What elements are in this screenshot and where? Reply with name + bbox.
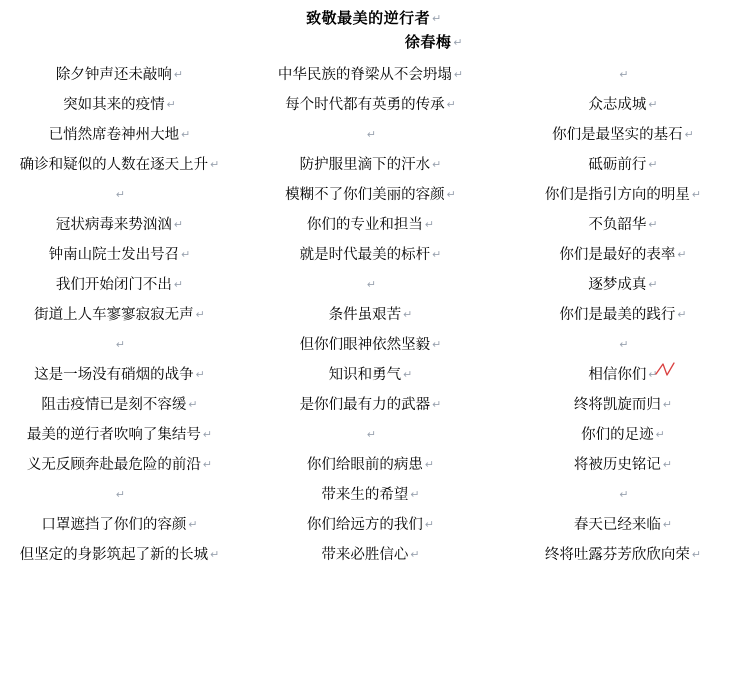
paragraph-mark-icon: ↵ <box>115 489 126 501</box>
poem-line <box>494 180 748 210</box>
poem-line-text: 这是一场没有硝烟的战争 <box>34 367 194 383</box>
poem-line-text: 但你们眼神依然坚毅 <box>299 337 431 353</box>
poem-line <box>0 240 247 270</box>
poem-line-blank <box>494 480 748 510</box>
paragraph-mark-icon: ↵ <box>188 519 198 531</box>
poem-line <box>247 360 494 390</box>
poem-line-blank <box>247 120 494 150</box>
poem-line-text: 我们开始闭门不出 <box>55 277 172 293</box>
poem-line-text: 砥砺前行 <box>588 157 647 173</box>
poem-line-blank <box>247 270 494 300</box>
poem-line-blank <box>494 330 748 360</box>
poem-line <box>494 450 748 480</box>
paragraph-mark-icon: ↵ <box>188 399 198 411</box>
poem-line-text: 你们是指引方向的明星 <box>544 187 690 203</box>
poem-line <box>0 120 247 150</box>
poem-line-text: 不负韶华 <box>588 217 647 233</box>
poem-line-text: 带来生的希望 <box>321 487 409 503</box>
poem-line-text: 确诊和疑似的人数在逐天上升 <box>19 157 209 173</box>
poem-line-text: 阻击疫情已是刻不容缓 <box>41 397 187 413</box>
poem-line <box>494 420 748 450</box>
poem-line-text: 知识和勇气 <box>328 367 402 383</box>
poem-line <box>247 390 494 420</box>
paragraph-mark-icon: ↵ <box>202 429 213 441</box>
paragraph-mark-icon: ↵ <box>366 279 377 291</box>
poem-line-blank <box>0 330 247 360</box>
paragraph-mark-icon: ↵ <box>648 159 658 171</box>
paragraph-mark-icon: ↵ <box>173 279 184 291</box>
poem-line-text: 除夕钟声还未敲响 <box>55 67 172 83</box>
paragraph-mark-icon: ↵ <box>691 549 702 561</box>
paragraph-mark-icon: ↵ <box>403 309 413 321</box>
poem-line-text: 模糊不了你们美丽的容颜 <box>285 187 445 203</box>
author-text: 徐春梅 <box>404 35 452 51</box>
paragraph-mark-icon: ↵ <box>403 369 413 381</box>
paragraph-mark-icon: ↵ <box>677 249 687 261</box>
poem-line <box>247 540 494 570</box>
poem-line <box>0 60 247 90</box>
poem-line <box>494 300 748 330</box>
poem-line <box>494 540 748 570</box>
poem-line-text: 是你们最有力的武器 <box>299 397 431 413</box>
poem-line-text: 终将凯旋而归 <box>573 397 661 413</box>
poem-line-text: 带来必胜信心 <box>321 547 409 563</box>
paragraph-mark-icon: ↵ <box>424 219 435 231</box>
paragraph-mark-icon: ↵ <box>424 519 435 531</box>
paragraph-mark-icon: ↵ <box>648 369 658 381</box>
poem-line-text: 你们是最美的践行 <box>559 307 676 323</box>
paragraph-mark-icon: ↵ <box>115 189 126 201</box>
poem-line <box>0 390 247 420</box>
paragraph-mark-icon: ↵ <box>410 489 420 501</box>
poem-line <box>247 480 494 510</box>
poem-line <box>0 150 247 180</box>
poem-line <box>247 330 494 360</box>
poem-line-text: 你们是最坚实的基石 <box>552 127 683 143</box>
column-right <box>494 60 748 570</box>
paragraph-mark-icon: ↵ <box>655 429 665 441</box>
poem-line <box>494 360 748 390</box>
poem-line-text: 相信你们 <box>588 367 647 383</box>
paragraph-mark-icon: ↵ <box>648 279 658 291</box>
paragraph-mark-icon: ↵ <box>432 159 442 171</box>
poem-line <box>494 510 748 540</box>
poem-line-text: 已悄然席卷神州大地 <box>48 127 180 143</box>
poem-line-text: 但坚定的身影筑起了新的长城 <box>19 547 209 563</box>
paragraph-mark-icon: ↵ <box>166 99 176 111</box>
poem-line-text: 你们给眼前的病患 <box>306 457 423 473</box>
paragraph-mark-icon: ↵ <box>432 399 442 411</box>
poem-line <box>0 360 247 390</box>
poem-line <box>494 120 748 150</box>
paragraph-mark-icon: ↵ <box>677 309 687 321</box>
poem-line-text: 逐梦成真 <box>588 277 647 293</box>
poem-line-text: 防护服里滴下的汗水 <box>299 157 431 173</box>
poem-line <box>247 210 494 240</box>
poem-line <box>247 510 494 540</box>
poem-line <box>247 150 494 180</box>
poem-line-text: 突如其来的疫情 <box>63 97 165 113</box>
paragraph-mark-icon: ↵ <box>366 429 377 441</box>
poem-line-text: 就是时代最美的标杆 <box>299 247 431 263</box>
poem-line <box>247 60 494 90</box>
poem-line <box>247 240 494 270</box>
paragraph-mark-icon: ↵ <box>181 249 191 261</box>
paragraph-mark-icon: ↵ <box>366 129 377 141</box>
poem-line-text: 将被历史铭记 <box>573 457 661 473</box>
poem-line-text: 街道上人车寥寥寂寂无声 <box>34 307 194 323</box>
poem-line <box>494 240 748 270</box>
poem-line-text: 终将吐露芬芳欣欣向荣 <box>544 547 690 563</box>
paragraph-mark-icon: ↵ <box>619 69 629 81</box>
poem-line-text: 你们是最好的表率 <box>559 247 676 263</box>
poem-line-text: 你们的足迹 <box>581 427 654 443</box>
paragraph-mark-icon: ↵ <box>424 459 435 471</box>
poem-line-text: 中华民族的脊梁从不会坍塌 <box>277 67 452 83</box>
poem-line <box>0 300 247 330</box>
paragraph-mark-icon: ↵ <box>410 549 420 561</box>
poem-line-text: 你们给远方的我们 <box>306 517 423 533</box>
column-left <box>0 60 247 570</box>
poem-line-text: 冠状病毒来势汹汹 <box>55 217 172 233</box>
paragraph-mark-icon: ↵ <box>432 249 442 261</box>
poem-line-text: 春天已经来临 <box>573 517 661 533</box>
paragraph-mark-icon: ↵ <box>202 459 213 471</box>
poem-line <box>494 210 748 240</box>
poem-line <box>0 210 247 240</box>
paragraph-mark-icon: ↵ <box>619 339 629 351</box>
poem-line-text: 口罩遮挡了你们的容颜 <box>41 517 187 533</box>
paragraph-mark-icon: ↵ <box>648 99 658 111</box>
paragraph-mark-icon: ↵ <box>662 519 673 531</box>
author-line <box>0 32 748 54</box>
paragraph-mark-icon: ↵ <box>691 189 702 201</box>
paragraph-mark-icon: ↵ <box>195 369 205 381</box>
poem-line-text: 每个时代都有英勇的传承 <box>285 97 445 113</box>
paragraph-mark-icon: ↵ <box>210 549 220 561</box>
paragraph-mark-icon: ↵ <box>446 99 456 111</box>
poem-line-text: 最美的逆行者吹响了集结号 <box>26 427 201 443</box>
poem-line <box>0 540 247 570</box>
poem-line-text: 你们的专业和担当 <box>306 217 423 233</box>
paragraph-mark-icon: ↵ <box>195 309 205 321</box>
column-center <box>247 60 494 570</box>
poem-line <box>247 180 494 210</box>
poem-line <box>494 90 748 120</box>
poem-line <box>494 390 748 420</box>
paragraph-mark-icon: ↵ <box>173 69 184 81</box>
poem-line <box>494 150 748 180</box>
poem-line <box>494 270 748 300</box>
paragraph-mark-icon: ↵ <box>453 37 464 49</box>
poem-line <box>247 300 494 330</box>
paragraph-mark-icon: ↵ <box>115 339 126 351</box>
paragraph-mark-icon: ↵ <box>619 489 629 501</box>
poem-line-blank <box>247 420 494 450</box>
poem-line-blank <box>494 60 748 90</box>
paragraph-mark-icon: ↵ <box>684 129 694 141</box>
poem-line <box>0 510 247 540</box>
paragraph-mark-icon: ↵ <box>173 219 184 231</box>
poem-line-text: 义无反顾奔赴最危险的前沿 <box>26 457 201 473</box>
paragraph-mark-icon: ↵ <box>662 459 673 471</box>
paragraph-mark-icon: ↵ <box>432 13 442 25</box>
poem-columns <box>0 60 748 570</box>
poem-line <box>0 450 247 480</box>
poem-line-text: 钟南山院士发出号召 <box>48 247 180 263</box>
title-text: 致敬最美的逆行者 <box>306 11 431 27</box>
poem-line <box>0 420 247 450</box>
poem-line-blank <box>0 480 247 510</box>
poem-line-text: 条件虽艰苦 <box>328 307 402 323</box>
paragraph-mark-icon: ↵ <box>432 339 442 351</box>
paragraph-mark-icon: ↵ <box>453 69 464 81</box>
page-title <box>0 8 748 30</box>
paragraph-mark-icon: ↵ <box>181 129 191 141</box>
poem-line <box>0 90 247 120</box>
poem-line-text: 众志成城 <box>588 97 647 113</box>
paragraph-mark-icon: ↵ <box>210 159 220 171</box>
poem-line <box>0 270 247 300</box>
poem-line <box>247 90 494 120</box>
paragraph-mark-icon: ↵ <box>648 219 658 231</box>
paragraph-mark-icon: ↵ <box>662 399 673 411</box>
poem-line <box>247 450 494 480</box>
poem-line-blank <box>0 180 247 210</box>
paragraph-mark-icon: ↵ <box>446 189 456 201</box>
